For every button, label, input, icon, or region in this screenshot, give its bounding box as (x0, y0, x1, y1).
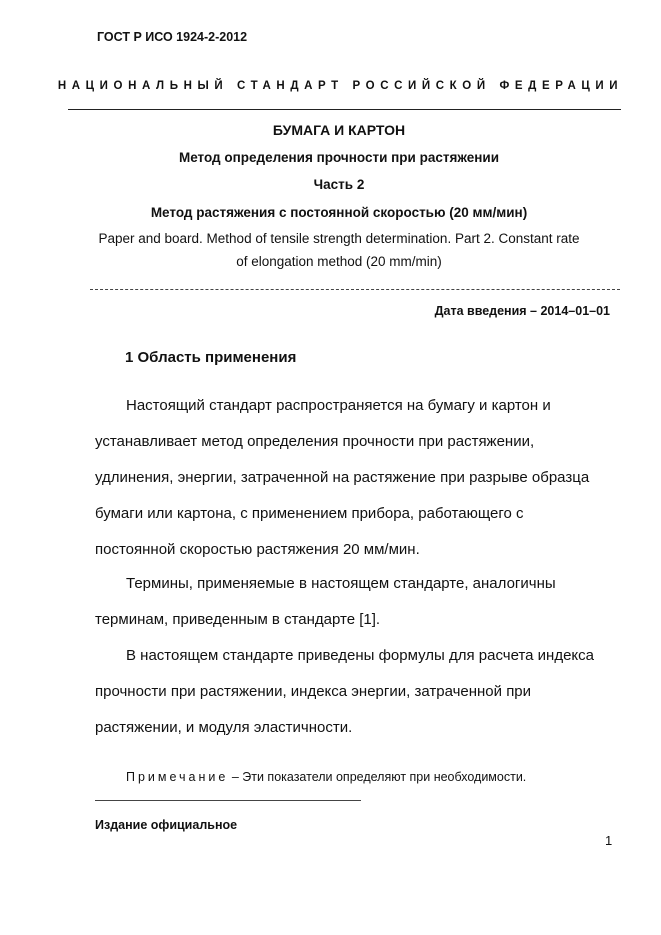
paragraph-line: удлинения, энергии, затраченной на растяжение при разрыве образца (95, 469, 590, 486)
national-standard-heading: НАЦИОНАЛЬНЫЙ СТАНДАРТ РОССИЙСКОЙ ФЕДЕРАЦИИ (57, 80, 624, 92)
effective-date: Дата введения – 2014–01–01 (434, 304, 610, 318)
standard-code: ГОСТ Р ИСО 1924-2-2012 (97, 30, 248, 44)
section-heading: 1 Область применения (125, 349, 297, 366)
note-text: – Эти показатели определяют при необходимости. (228, 770, 527, 784)
paragraph-line: постоянной скоростью растяжения 20 мм/мин. (95, 541, 420, 558)
english-title-line2: of elongation method (20 mm/min) (236, 254, 442, 269)
document-title: БУМАГА И КАРТОН (272, 122, 406, 138)
paragraph-line: терминам, приведенным в стандарте [1]. (95, 611, 381, 628)
paragraph-line: В настоящем стандарте приведены формулы для расчета индекса (126, 647, 594, 664)
paragraph-line: прочности при растяжении, индекса энергии, затраченной при (95, 683, 532, 700)
footnote-divider (95, 800, 361, 801)
paragraph-scope (95, 388, 589, 568)
document-subtitle: Метод определения прочности при растяжении (178, 150, 499, 165)
paragraph-line: растяжении, и модуля эластичности. (95, 719, 353, 736)
paragraph-line: Настоящий стандарт распространяется на бумагу и картон и (126, 397, 551, 414)
header-divider (68, 109, 621, 110)
part-title: Метод растяжения с постоянной скоростью (20 мм/мин) (150, 205, 528, 220)
title-divider (90, 289, 620, 290)
edition-label: Издание официальное (95, 818, 238, 832)
paragraph-line: бумаги или картона, с применением прибора, работающего с (95, 505, 524, 522)
paragraph-line: Термины, применяемые в настоящем стандарте, аналогичны (126, 575, 556, 592)
paragraph-line: устанавливает метод определения прочности при растяжении, (95, 433, 535, 450)
paragraph-formulas (95, 638, 594, 746)
page-number: 1 (605, 833, 613, 848)
english-title-line1: Paper and board. Method of tensile strength determination. Part 2. Constant rate (98, 231, 580, 246)
paragraph-terms (95, 566, 556, 638)
note (126, 770, 526, 784)
note-label: Примечание (126, 770, 229, 784)
part-number: Часть 2 (313, 177, 365, 192)
